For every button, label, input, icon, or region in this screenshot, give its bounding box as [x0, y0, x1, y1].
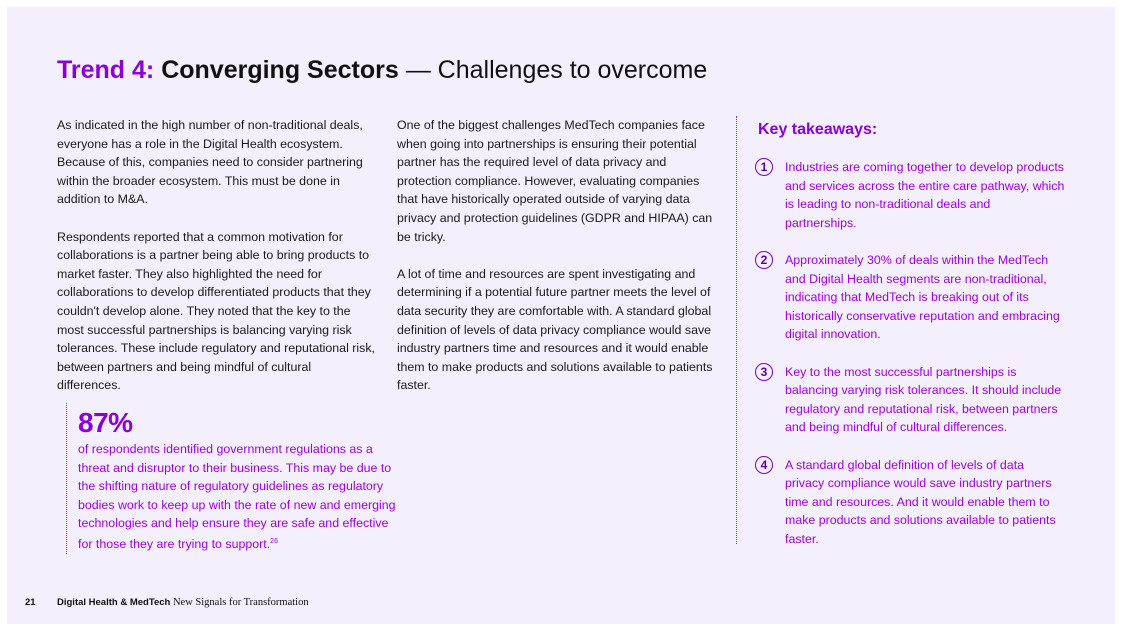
paragraph: A lot of time and resources are spent investigating and determining if a potential future partner meets the level of data security they are comfortable with. A standard global definition of levels of data privacy compliance would save industry partners time and resources and it would enable them to make products and solutions available to patients faster.	[397, 266, 713, 393]
column-1	[57, 116, 377, 414]
paragraph: One of the biggest challenges MedTech companies face when going into partnerships is ensuring their potential partner has the required level of data privacy and protection compliance. However, evaluating companies that have historically operated outside of varying data privacy and protection guidelines (GDPR and HIPAA) can be tricky.	[397, 118, 713, 244]
paragraph: Respondents reported that a common motivation for collaborations is a partner being able to bring products to market faster. They also highlighted the need for collaborations to develop differentiated products that they couldn't develop alone. They noted that the key to the most successful partnerships is balancing varying risk tolerances. These include regulatory and reputational risk, between partners and being mindful of cultural differences.	[57, 229, 375, 393]
page-number: 21	[25, 597, 36, 608]
footer-publication	[57, 597, 309, 608]
takeaway-text: Approximately 30% of deals within the MedTech and Digital Health segments are non-traditional, indicating that MedTech is breaking out of its historically conservative reputation and embracing digital innovation.	[785, 252, 1060, 342]
title-subtitle: — Challenges to overcome	[405, 56, 708, 84]
number-circle-icon: 2	[755, 251, 773, 269]
number-circle-icon: 3	[755, 363, 773, 381]
footnote-ref: 26	[270, 537, 278, 545]
stat-number: 87%	[78, 407, 133, 438]
title-sector: Converging Sectors	[161, 56, 399, 84]
list-item	[755, 251, 1065, 344]
stat-text-block	[78, 440, 398, 554]
key-takeaways-title: Key takeaways:	[758, 121, 878, 138]
column-2	[397, 116, 715, 414]
takeaway-text: Industries are coming together to develop products and services across the entire care pathway, which is leading to non-traditional deals and partnerships.	[785, 160, 1065, 230]
page-title	[57, 56, 707, 85]
key-takeaways-panel	[736, 116, 1067, 544]
publication-tagline: New Signals for Transformation	[172, 597, 309, 608]
stat-callout	[66, 403, 398, 554]
paragraph: As indicated in the high number of non-traditional deals, everyone has a role in the Digital Health ecosystem. Because of this, companies need to consider partnering within the broader ecosystem. This must be done in addition to M&A.	[57, 118, 363, 207]
list-item	[755, 456, 1065, 549]
title-trend: Trend 4:	[57, 56, 155, 84]
takeaway-text: A standard global definition of levels of data privacy compliance would save industry partners time and resources. And it would enable them to make products and solutions available to patients faster.	[785, 457, 1056, 546]
takeaway-text: Key to the most successful partnerships is balancing varying risk tolerances. It should include regulatory and reputational risk, between partners and being mindful of cultural differences.	[785, 364, 1062, 435]
key-takeaways-list	[755, 158, 1065, 567]
stat-text: of respondents identified government regulations as a threat and disruptor to their business. This may be due to the shifting nature of regulatory guidelines as regulatory bodies work to keep up with the rate of new and emerging technologies and help ensure they are safe and effective for those they are trying to support.	[78, 442, 396, 552]
publication-name: Digital Health & MedTech	[57, 597, 171, 608]
number-circle-icon: 1	[755, 158, 773, 176]
number-circle-icon: 4	[755, 456, 773, 474]
list-item	[755, 363, 1065, 437]
list-item	[755, 158, 1065, 232]
